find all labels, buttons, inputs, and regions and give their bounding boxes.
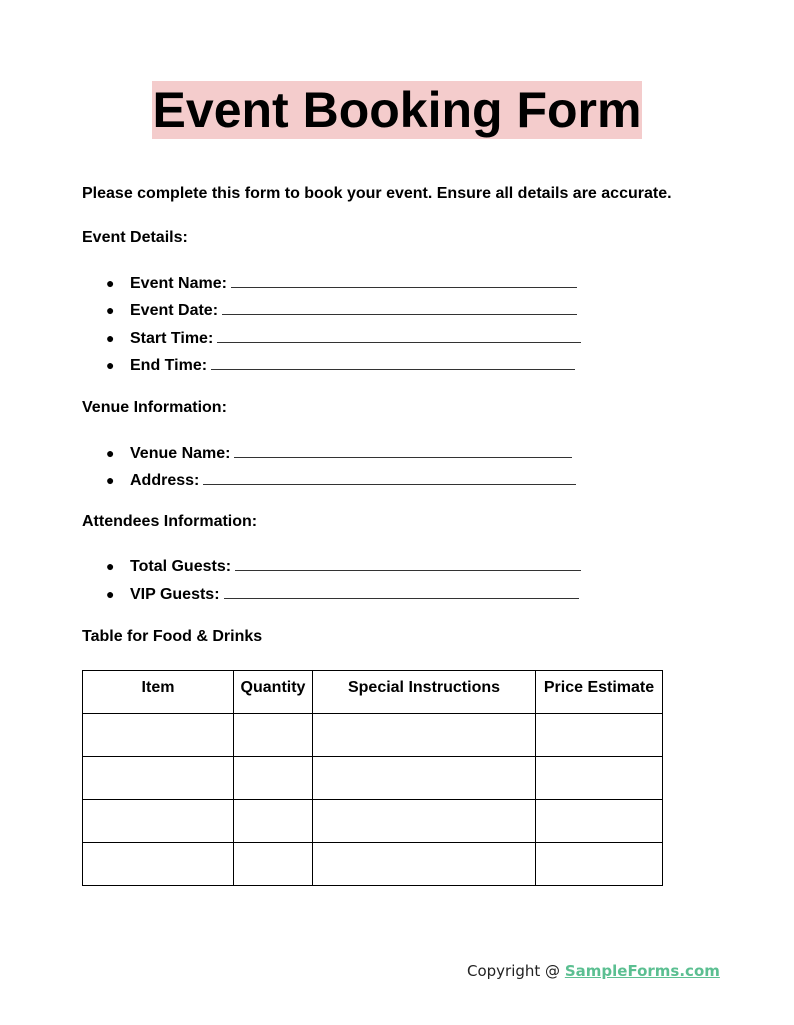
total-guests-blank[interactable] <box>235 556 581 571</box>
bullet-icon: ● <box>106 275 115 291</box>
bullet-icon: ● <box>106 302 115 318</box>
table-row <box>83 800 663 843</box>
field-end-time <box>106 355 575 375</box>
table-cell[interactable] <box>313 843 536 886</box>
bullet-icon: ● <box>106 330 115 346</box>
table-cell[interactable] <box>313 714 536 757</box>
field-total-guests <box>106 556 581 576</box>
field-label: Address: <box>130 472 200 489</box>
table-cell[interactable] <box>536 714 663 757</box>
page-title: Event Booking Form <box>152 82 642 138</box>
bullet-icon: ● <box>106 586 115 602</box>
start-time-blank[interactable] <box>217 328 581 343</box>
table-cell[interactable] <box>313 800 536 843</box>
table-cell[interactable] <box>234 800 313 843</box>
table-cell[interactable] <box>234 757 313 800</box>
intro-text: Please complete this form to book your event. Ensure all details are accurate. <box>82 185 672 202</box>
copyright-footer <box>467 962 720 980</box>
address-blank[interactable] <box>203 470 576 485</box>
table-cell[interactable] <box>536 843 663 886</box>
table-cell[interactable] <box>83 843 234 886</box>
bullet-icon: ● <box>106 558 115 574</box>
vip-guests-blank[interactable] <box>224 584 579 599</box>
field-vip-guests <box>106 584 579 604</box>
venue-name-blank[interactable] <box>234 443 572 458</box>
column-header-price-estimate: Price Estimate <box>536 671 663 714</box>
field-label: End Time: <box>130 357 208 374</box>
food-drinks-table <box>82 670 663 886</box>
field-start-time <box>106 328 581 348</box>
field-label: VIP Guests: <box>130 586 220 603</box>
field-label: Total Guests: <box>130 558 232 575</box>
bullet-icon: ● <box>106 445 115 461</box>
section-heading-attendees: Attendees Information: <box>82 513 258 530</box>
table-cell[interactable] <box>536 800 663 843</box>
event-date-blank[interactable] <box>222 300 577 315</box>
table-row <box>83 843 663 886</box>
table-cell[interactable] <box>536 757 663 800</box>
section-heading-event-details: Event Details: <box>82 229 188 246</box>
bullet-icon: ● <box>106 472 115 488</box>
title-wrapper <box>0 81 794 139</box>
bullet-icon: ● <box>106 357 115 373</box>
table-header-row <box>83 671 663 714</box>
table-cell[interactable] <box>234 843 313 886</box>
column-header-special-instructions: Special Instructions <box>313 671 536 714</box>
field-label: Venue Name: <box>130 445 231 462</box>
table-row <box>83 714 663 757</box>
table-cell[interactable] <box>83 757 234 800</box>
table-cell[interactable] <box>83 800 234 843</box>
table-cell[interactable] <box>234 714 313 757</box>
table-cell[interactable] <box>83 714 234 757</box>
field-label: Start Time: <box>130 330 214 347</box>
sampleforms-link[interactable]: SampleForms.com <box>564 962 720 980</box>
column-header-quantity: Quantity <box>234 671 313 714</box>
field-event-date <box>106 300 577 320</box>
field-venue-name <box>106 443 572 463</box>
field-label: Event Date: <box>130 302 219 319</box>
field-address <box>106 470 576 490</box>
section-heading-venue: Venue Information: <box>82 399 227 416</box>
field-label: Event Name: <box>130 275 227 292</box>
copyright-text: Copyright @ <box>467 962 565 980</box>
event-name-blank[interactable] <box>231 273 577 288</box>
section-heading-food-table: Table for Food & Drinks <box>82 628 263 645</box>
table-cell[interactable] <box>313 757 536 800</box>
table-row <box>83 757 663 800</box>
field-event-name <box>106 273 577 293</box>
column-header-item: Item <box>83 671 234 714</box>
end-time-blank[interactable] <box>211 355 575 370</box>
